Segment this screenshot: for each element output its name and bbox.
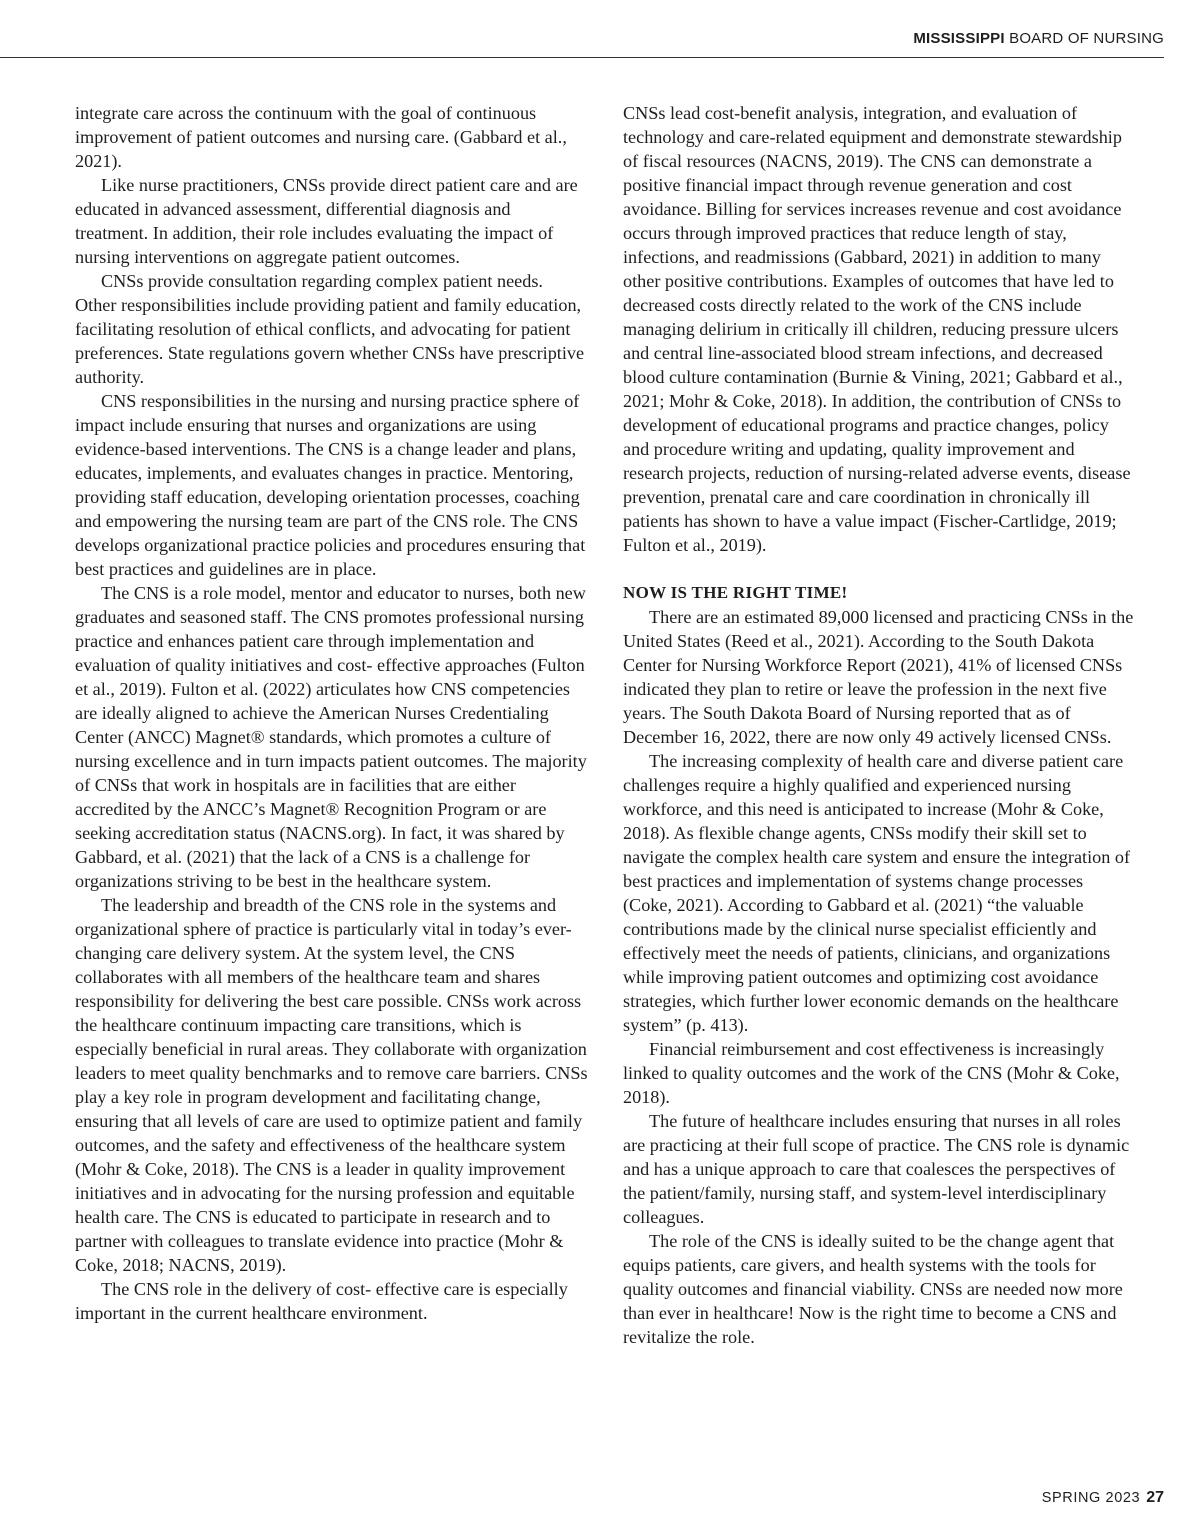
left-paragraph-7: The CNS role in the delivery of cost- effective care is especially important in the current healthcare environment. <box>75 1279 568 1323</box>
left-paragraph-5: The CNS is a role model, mentor and educator to nurses, both new graduates and seasoned staff. The CNS promotes professional nursing practice and enhances patient care through implementation and evaluation of quality initiatives and cost- effective approaches (Fulton et al., 2019). Fulton et al. (2022) articulates how CNS competencies are ideally aligned to achieve the American Nurses Credentialing Center (ANCC) Magnet® standards, which promotes a culture of nursing excellence and in turn impacts patient outcomes. The majority of CNSs that work in hospitals are in facilities that are either accredited by the ANCC’s Magnet® Recognition Program or are seeking accreditation status (NACNS.org). In fact, it was shared by Gabbard, et al. (2021) that the lack of a CNS is a challenge for organizations striving to be best in the healthcare system. <box>75 583 587 891</box>
page-number: 27 <box>1146 1489 1164 1506</box>
page-footer <box>1042 1489 1164 1507</box>
header-rule <box>0 57 1164 58</box>
header-state: MISSISSIPPI <box>913 30 1005 47</box>
right-paragraph-3: The increasing complexity of health care and diverse patient care challenges require a highly qualified and experienced nursing workforce, and this need is anticipated to increase (Mohr & Coke, 2018). As flexible change agents, CNSs modify their skill set to navigate the complex health care system and ensure the integration of best practices and implementation of systems change processes (Coke, 2021). According to Gabbard et al. (2021) “the valuable contributions made by the clinical nurse specialist efficiently and effectively meet the needs of patients, clinicians, and organizations while improving patient outcomes and optimizing cost avoidance strategies, which further lower economic demands on the healthcare system” (p. 413). <box>623 751 1131 1035</box>
section-spacer <box>623 557 1136 581</box>
left-paragraph-2: Like nurse practitioners, CNSs provide direct patient care and are educated in advanced assessment, differential diagnosis and treatment. In addition, their role includes evaluating the impact of nursing interventions on aggregate patient outcomes. <box>75 175 578 267</box>
left-paragraph-4: CNS responsibilities in the nursing and nursing practice sphere of impact include ensuring that nurses and organizations are using evidence-based interventions. The CNS is a change leader and plans, educates, implements, and evaluates changes in practice. Mentoring, providing staff education, developing orientation processes, coaching and empowering the nursing team are part of the CNS role. The CNS develops organizational practice policies and procedures ensuring that best practices and guidelines are in place. <box>75 391 586 579</box>
header-org: BOARD OF NURSING <box>1009 30 1164 47</box>
right-paragraph-2: There are an estimated 89,000 licensed and practicing CNSs in the United States (Reed et al., 2021). According to the South Dakota Center for Nursing Workforce Report (2021), 41% of licensed CNSs indicated they plan to retire or leave the profession in the next five years. The South Dakota Board of Nursing reported that as of December 16, 2022, there are now only 49 actively licensed CNSs. <box>623 607 1134 747</box>
right-paragraph-1: CNSs lead cost-benefit analysis, integration, and evaluation of technology and care-related equipment and demonstrate stewardship of fiscal resources (NACNS, 2019). The CNS can demonstrate a positive financial impact through revenue generation and cost avoidance. Billing for services increases revenue and cost avoidance occurs through improved practices that reduce length of stay, infections, and readmissions (Gabbard, 2021) in addition to many other positive contributions. Examples of outcomes that have led to decreased costs directly related to the work of the CNS include managing delirium in critically ill children, reducing pressure ulcers and central line-associated blood stream infections, and decreased blood culture contamination (Burnie & Vining, 2021; Gabbard et al., 2021; Mohr & Coke, 2018). In addition, the contribution of CNSs to development of educational programs and practice changes, policy and procedure writing and updating, quality improvement and research projects, reduction of nursing-related adverse events, disease prevention, prenatal care and care coordination in chronically ill patients has shown to have a value impact (Fischer-Cartlidge, 2019; Fulton et al., 2019). <box>623 103 1131 555</box>
right-paragraph-4: Financial reimbursement and cost effectiveness is increasingly linked to quality outcomes and the work of the CNS (Mohr & Coke, 2018). <box>623 1039 1120 1107</box>
footer-issue: SPRING 2023 <box>1041 1490 1141 1506</box>
section-heading: NOW IS THE RIGHT TIME! <box>623 583 848 602</box>
right-paragraph-6: The role of the CNS is ideally suited to be the change agent that equips patients, care givers, and health systems with the tools for quality outcomes and financial viability. CNSs are needed now more than ever in healthcare! Now is the right time to become a CNS and revitalize the role. <box>623 1231 1123 1347</box>
left-paragraph-1: integrate care across the continuum with the goal of continuous improvement of patient outcomes and nursing care. (Gabbard et al., 2021). <box>75 103 567 171</box>
left-paragraph-6: The leadership and breadth of the CNS role in the systems and organizational sphere of practice is particularly vital in today’s ever- changing care delivery system. At the system level, the CNS collaborates with all members of the healthcare team and shares responsibility for delivering the best care possible. CNSs work across the healthcare continuum impacting care transitions, which is especially beneficial in rural areas. They collaborate with organization leaders to meet quality benchmarks and to remove care barriers. CNSs play a key role in program development and facilitating change, ensuring that all levels of care are used to optimize patient and family outcomes, and the safety and effectiveness of the healthcare system (Mohr & Coke, 2018). The CNS is a leader in quality improvement initiatives and in advocating for the nursing profession and equitable health care. The CNS is educated to participate in research and to partner with colleagues to translate evidence into practice (Mohr & Coke, 2018; NACNS, 2019). <box>75 895 588 1275</box>
right-column <box>623 101 1136 1349</box>
left-paragraph-3: CNSs provide consultation regarding complex patient needs. Other responsibilities include providing patient and family education, facilitating resolution of ethical conflicts, and advocating for patient preferences. State regulations govern whether CNSs have prescriptive authority. <box>75 271 585 387</box>
running-header <box>913 30 1164 47</box>
right-paragraph-5: The future of healthcare includes ensuring that nurses in all roles are practicing at their full scope of practice. The CNS role is dynamic and has a unique approach to care that coalesces the perspectives of the patient/family, nursing staff, and system-level interdisciplinary colleagues. <box>623 1111 1130 1227</box>
left-column <box>75 101 588 1325</box>
